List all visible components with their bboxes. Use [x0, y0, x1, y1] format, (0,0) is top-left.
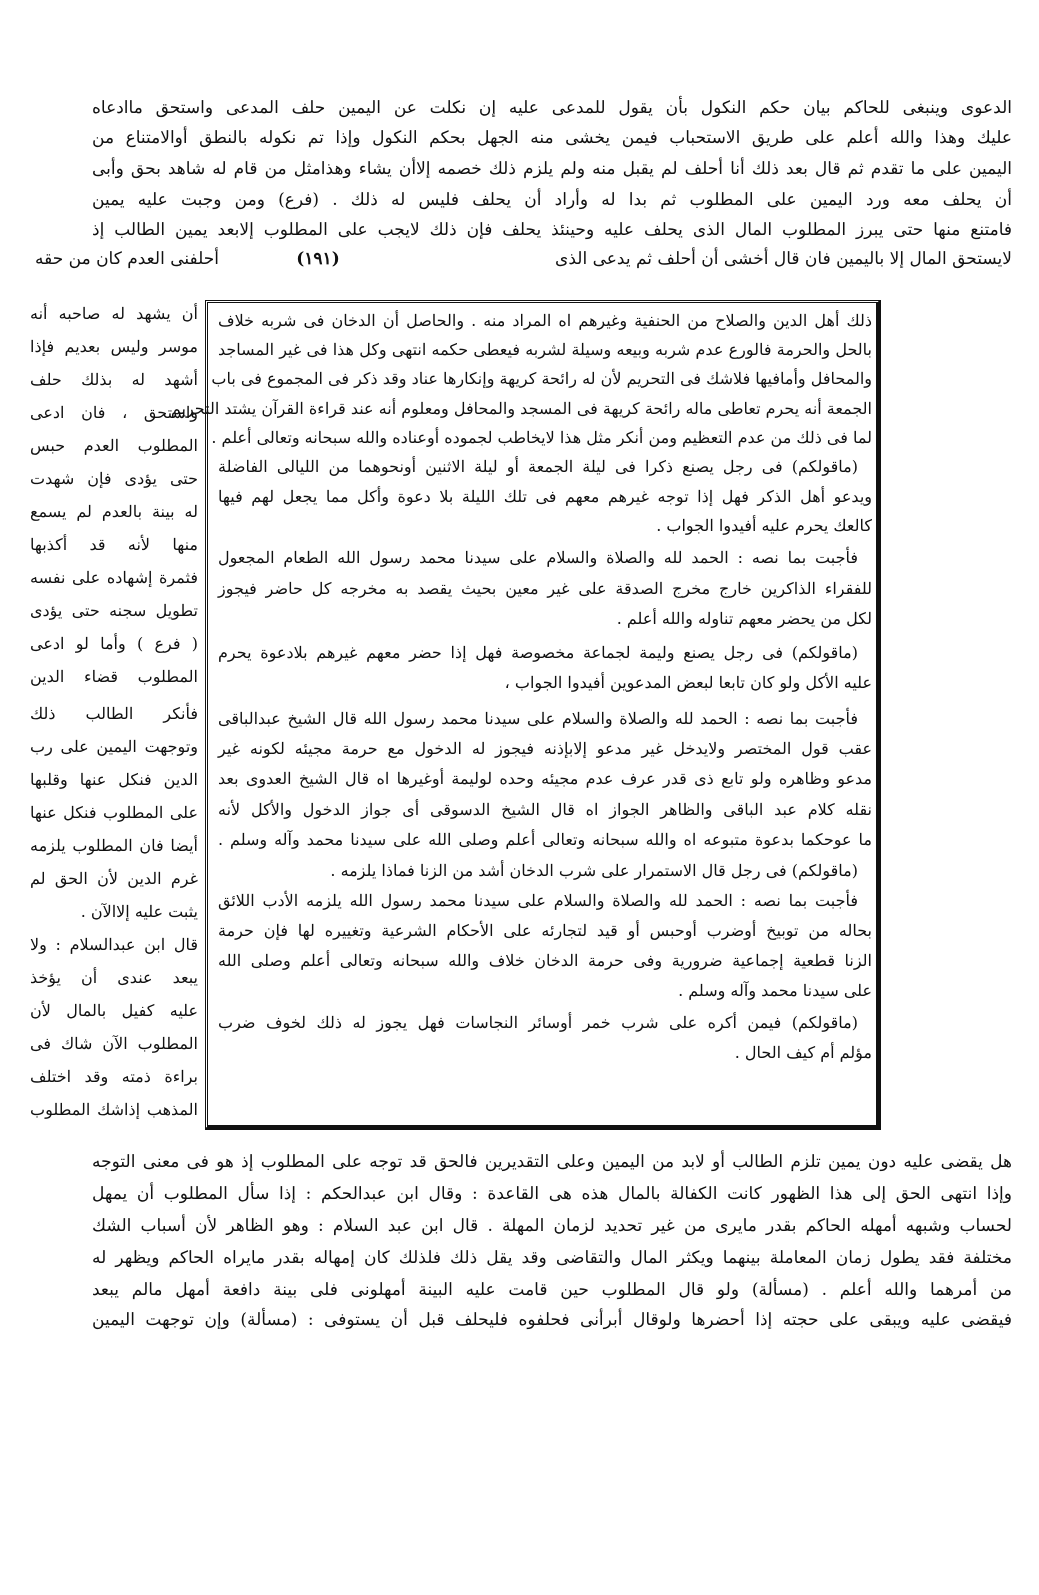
side-line: ( فرع ) وأما لو ادعى	[30, 634, 198, 653]
side-line: على المطلوب فنكل عنها	[30, 803, 198, 822]
box-line: بالحل والحرمة فالورع عدم شربه وبيعه وسيلة لشربه فيعطى حكمه انتهى وكل هذا فى غير المساجد	[218, 340, 872, 359]
text-line: لحساب وشبهه أمهله الحاكم بقدر مايرى من غير تحديد لزمان المهلة . قال ابن عبد السلام : وهو الظاهر لأن أسباب الشك	[92, 1216, 1012, 1236]
box-line: فأجبت بما نصه : الحمد لله والصلاة والسلام على سيدنا محمد رسول الله الطعام المجعول	[218, 548, 858, 567]
side-line: المطلوب العدم حبس	[30, 436, 198, 455]
side-line: فثمرة إشهاده على نفسه	[30, 568, 198, 587]
box-line: على سيدنا محمد وآله وسلم .	[678, 981, 872, 1000]
box-line: ذلك أهل الدين والصلاح من الحنفية وغيرهم اه المراد منه . والحاصل أن الدخان فى شربه خلاف	[218, 311, 872, 330]
side-line: موسر وليس بعديم فإذا	[30, 337, 198, 356]
text-line: الدعوى وينبغى للحاكم بيان حكم النكول بأن يقول للمدعى عليه إن نكلت عن اليمين حلف المدعى واستحق ماادعاه	[92, 98, 1012, 118]
text-line: اليمين على ما تقدم ثم قال بعد ذلك أنا أحلف لم يقبل منه ولم يلزم ذلك خصمه إلاأن يشاء وهذامثل من قام له شاهد بحق وأبى	[92, 159, 1012, 179]
box-line: (ماقولكم) فى رجل يصنع وليمة لجماعة مخصوصة فهل إذا حضر معهم غيرهم بلادعوة يحرم	[218, 643, 858, 662]
box-line: عقب قول المختصر ولايدخل غير مدعو إلابإذنه فيجوز له الدخول مع حرمة مجيئه لكونه غير	[218, 739, 872, 758]
side-line: واستحق ، فان ادعى	[30, 403, 198, 422]
side-line: يثبت عليه إلاالآن .	[80, 902, 198, 921]
text-line: أن يحلف معه ورد اليمين على المطلوب ثم بدا له وأراد أن يحلف فليس له ذلك . (فرع) ومن وجبت عليه يمين	[92, 190, 1012, 210]
box-line: مؤلم أم كيف الحال .	[734, 1043, 872, 1062]
box-line: الجمعة أنه يحرم تعاطى ماله رائحة كريهة فى المسجد والمحافل ومعلوم أنه عند قراءة القرآن يشتد التحريم	[170, 399, 872, 418]
box-line: فأجبت بما نصه : الحمد لله والصلاة والسلام على سيدنا محمد رسول الله قال الشيخ عبدالباقى	[218, 709, 859, 728]
side-line: أيضا فان المطلوب يلزمه	[30, 836, 198, 855]
side-line: له بينة بالعدم لم يسمع	[30, 502, 198, 521]
side-line: الدين فنكل عنها وقلبها	[30, 770, 198, 789]
side-line: قال ابن عبدالسلام : ولا	[30, 935, 198, 954]
side-line: براءة ذمته وقد اختلف	[30, 1067, 198, 1086]
text-line: وإذا انتهى الحق إلى هذا الظهور كانت الكفالة بالمال هذه هى القاعدة : وقال ابن عبدالحكم : إذا سأل المطلوب أن يمهل	[92, 1184, 1012, 1204]
box-line: ما عوحكما بدعوة متبوعه اه والله سبحانه وتعالى أعلم وصلى الله على سيدنا محمد وآله وسلم .	[218, 830, 872, 849]
box-line: لما فى ذلك من عدم التعظيم ومن أنكر مثل هذا لايخاطب لجموده أوعناده والله سبحانه وتعالى أعلم .	[211, 428, 872, 447]
side-line: المطلوب الآن شاك فى	[30, 1034, 198, 1053]
side-line: تطويل سجنه حتى يؤدى	[30, 601, 198, 620]
side-line: يبعد عندى أن يؤخذ	[30, 968, 198, 987]
side-line: عليه كفيل بالمال لأن	[30, 1001, 198, 1020]
side-line: وتوجهت اليمين على رب	[30, 737, 198, 756]
page-number: (١٩١)	[296, 249, 340, 269]
side-line: غرم الدين لأن الحق لم	[30, 869, 198, 888]
side-line: أشهد له بذلك حلف	[30, 370, 198, 389]
text-line: فيقضى عليه ويبقى على حجته إذا أحضرها ولوقال أبرأنى فحلفوه فليحلف قبل أن يستوفى : (مسألة) وإن توجهت اليمين	[92, 1310, 1012, 1330]
box-line: فأجبت بما نصه : الحمد لله والصلاة والسلام على سيدنا محمد رسول الله يلزمه الأدب اللائق	[218, 891, 858, 910]
side-line: منها لأنه قد أكذبها	[30, 535, 198, 554]
side-line: حتى يؤدى فإن شهدت	[30, 469, 198, 488]
box-line: مدعو وظاهره ولو تابع ذى قدر عرف عدم مجيئه وحده لوليمة أوغيرها اه قال الشيخ العدوى بعد	[218, 769, 872, 788]
box-line: (ماقولكم) فيمن أكره على شرب خمر أوسائر النجاسات فهل يجوز له ذلك لخوف ضرب	[218, 1013, 858, 1032]
text-line: من أمرهما والله أعلم . (مسألة) ولو قال المطلوب حين قامت عليه البينة أمهلونى فلى بينة دافعة أمهل مالم يبعد	[92, 1280, 1012, 1300]
box-line: (ماقولكم) فى رجل قال الاستمرار على شرب الدخان أشد من الزنا فماذا يلزمه .	[330, 861, 858, 880]
side-line: أن يشهد له صاحبه أنه	[30, 304, 198, 323]
text-line: هل يقضى عليه دون يمين تلزم الطالب أو لابد من اليمين وعلى التقديرين فالحق قد توجه على المطلوب إذ هو فى معنى التوجه	[92, 1152, 1012, 1172]
side-line: المطلوب قضاء الدين	[30, 667, 198, 686]
box-line: كالعك يحرم عليه أفيدوا الجواب .	[656, 516, 872, 535]
box-line: بحاله من توبيخ أوضرب أوحبس أو قيد لتجارئه على الأحكام الشرعية وتغييره لها فإن حرمة	[218, 921, 872, 940]
box-line: نقله كلام عبد الباقى والظاهر الجواز اه قال الشيخ الدسوقى أى جواز الدخول والأكل لأنه	[218, 800, 872, 819]
text-line: عليك وهذا والله أعلم على طريق الاستحباب فيمن يخشى منه الجهل بحكم النكول وإذا تم نكوله بالنطق أوالامتناع من	[92, 128, 1012, 148]
side-line: فأنكر الطالب ذلك	[30, 704, 198, 723]
text-line: مختلفة فقد يطول زمان المعاملة بينهما ويكثر المال والتقاضى وقد يقل ذلك فلذلك كان إمهاله بقدر مايراه الحاكم ويظهر له	[92, 1248, 1012, 1268]
box-line: والمحافل وأمافيها فلاشك فى التحريم لأن له رائحة كريهة وإنكارها عناد وقد ذكر فى المجموع فى باب	[211, 369, 872, 388]
text-line: فامتنع منها حتى يبرز المطلوب المال الذى يحلف عليه وحينئذ يحلف فإن ذلك لايجب على المطلوب إلابعد يمين الطالب إذ	[92, 220, 1012, 240]
side-line: المذهب إذاشك المطلوب	[30, 1100, 198, 1119]
box-line: (ماقولكم) فى رجل يصنع ذكرا فى ليلة الجمعة أو ليلة الاثنين أونحوهما من الليالى الفاضلة	[218, 457, 858, 476]
box-line: الزنا قطعية إجماعية ضرورية وفى حرمة الدخان خلاف والله سبحانه وتعالى أعلم وصلى الله	[218, 951, 872, 970]
box-line: ويدعو أهل الذكر فهل إذا توجه غيرهم معهم فى تلك الليلة بلا دعوة وأكل مما يجعل لهم فيها	[218, 487, 872, 506]
text-line: لايستحق المال إلا باليمين فان قال أخشى أن أحلف ثم يدعى الذى	[555, 249, 1012, 269]
box-line: عليه الأكل ولو كان تابعا لبعض المدعوين أفيدوا الجواب ،	[504, 673, 872, 692]
box-line: للفقراء الذاكرين خارج مخرج الصدقة على غير معين بحيث يقصد به مخرجه كل حاضر فيجوز	[218, 579, 872, 598]
box-line: لكل من يحضر معهم تناوله والله أعلم .	[616, 609, 872, 628]
text-line: أحلفنى العدم كان من حقه	[35, 249, 219, 269]
